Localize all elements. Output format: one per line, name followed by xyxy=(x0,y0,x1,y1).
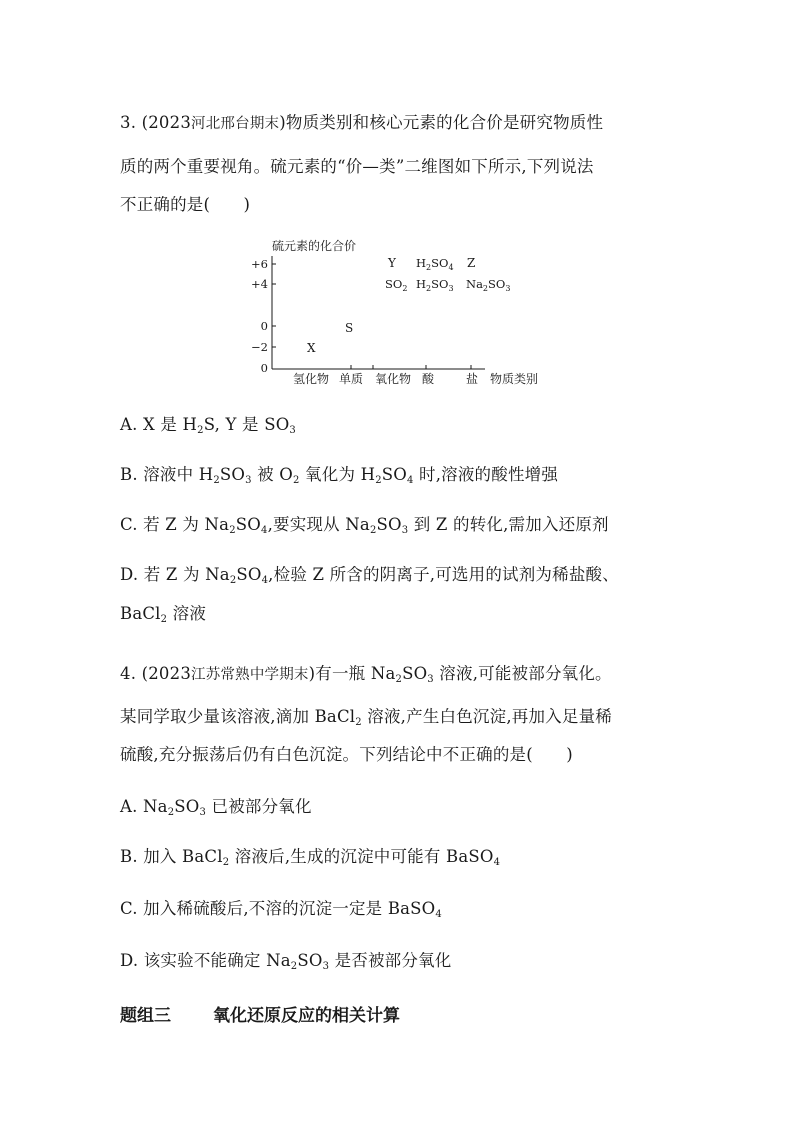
subscript: 3 xyxy=(199,807,207,818)
subscript: 4 xyxy=(435,909,442,920)
text: SO xyxy=(219,465,246,484)
subscript: 2 xyxy=(375,475,382,486)
subscript: 2 xyxy=(229,575,237,586)
q3-stem-line-1 xyxy=(120,112,603,135)
section-title: 氧化还原反应的相关计算 xyxy=(213,1006,400,1026)
ytick-label: 0 xyxy=(260,361,268,375)
q4-stem-line-1 xyxy=(120,663,612,686)
subscript: 3 xyxy=(427,674,434,685)
q4-stem-line-3: 硫酸,充分振荡后仍有白色沉淀。下列结论中不正确的是( ) xyxy=(120,745,573,764)
subscript: 2 xyxy=(213,475,220,486)
text: )有一瓶 Na xyxy=(308,664,396,683)
section-heading xyxy=(120,1001,400,1026)
q4-stem-line-2 xyxy=(120,706,612,728)
xcategory-label: 单质 xyxy=(338,372,364,386)
text: 氧化为 H xyxy=(299,465,376,484)
text: SO xyxy=(174,797,200,816)
q3-number: 3. (2023 xyxy=(120,113,192,132)
ytick-label: +6 xyxy=(251,257,268,271)
text: SO xyxy=(376,515,402,534)
text: 被 O xyxy=(251,465,294,484)
q3-option-d xyxy=(120,564,619,586)
text: 溶液,产生白色沉淀,再加入足量稀 xyxy=(361,707,612,726)
point-H2SO4: $H_2SO_4$ xyxy=(416,256,454,272)
xcategory-label: 盐 xyxy=(465,372,479,386)
subscript: 3 xyxy=(245,475,252,486)
ytick-label: 0 xyxy=(260,319,268,333)
q3-source: 河北邢台期末 xyxy=(191,116,280,132)
text: B. 溶液中 H xyxy=(120,465,214,484)
q3-option-a xyxy=(120,414,296,436)
subscript: 2 xyxy=(369,525,377,536)
q3-option-c xyxy=(120,514,609,536)
text: 是否被部分氧化 xyxy=(329,951,452,970)
subscript: 3 xyxy=(289,425,296,436)
text: B. 加入 BaCl xyxy=(120,847,223,866)
subscript: 3 xyxy=(401,525,409,536)
q3-stem-text: )物质类别和核心元素的化合价是研究物质性 xyxy=(279,113,604,132)
text: 已被部分氧化 xyxy=(206,797,312,816)
subscript: 2 xyxy=(395,674,403,685)
text: S, Y 是 SO xyxy=(203,415,290,434)
q3-option-d-continued xyxy=(120,603,206,625)
text: SO xyxy=(297,951,323,970)
text: 溶液后,生成的沉淀中可能有 BaSO xyxy=(229,847,494,866)
text: C. 若 Z 为 Na xyxy=(120,515,230,534)
ytick-label: +4 xyxy=(251,277,268,291)
point-X: X xyxy=(307,341,316,355)
q3-stem-line-2: 质的两个重要视角。硫元素的“价—类”二维图如下所示,下列说法 xyxy=(120,157,594,176)
q3-option-b xyxy=(120,464,558,486)
subscript: 2 xyxy=(160,614,168,625)
text: D. 该实验不能确定 Na xyxy=(120,951,291,970)
subscript: 2 xyxy=(197,425,204,436)
chart-ylabel: 硫元素的化合价 xyxy=(272,239,357,253)
subscript: 4 xyxy=(407,475,414,486)
subscript: 2 xyxy=(290,961,298,972)
subscript: 2 xyxy=(167,807,175,818)
text: 某同学取少量该溶液,滴加 BaCl xyxy=(120,707,356,726)
subscript: 4 xyxy=(261,525,268,536)
text: D. 若 Z 为 Na xyxy=(120,565,230,584)
text: 到 Z 的转化,需加入还原剂 xyxy=(408,515,609,534)
xcategory-label: 氢化物 xyxy=(292,372,330,386)
text: BaCl xyxy=(120,604,161,623)
point-S: S xyxy=(345,321,354,335)
point-H2SO3: $H_2SO_3$ xyxy=(416,277,454,293)
q4-option-c xyxy=(120,898,442,920)
text: SO xyxy=(381,465,407,484)
section-label: 题组三 xyxy=(120,1006,171,1026)
xcategory-label: 酸 xyxy=(421,372,435,386)
point-Na2SO3: $Na_2SO_3$ xyxy=(466,277,511,293)
text: ,要实现从 Na xyxy=(267,515,370,534)
q4-option-b xyxy=(120,846,500,868)
q4-source: 江苏常熟中学期末 xyxy=(191,667,309,683)
point-Y: Y xyxy=(388,256,396,270)
point-Z: Z xyxy=(467,256,476,270)
ytick-label: −2 xyxy=(251,340,268,354)
point-SO2: $SO_2$ xyxy=(385,277,408,293)
text: 溶液 xyxy=(167,604,207,623)
q4-option-a xyxy=(120,796,312,818)
text: 溶液,可能被部分氧化。 xyxy=(433,664,612,683)
text: A. X 是 H xyxy=(120,415,198,434)
subscript: 2 xyxy=(293,475,300,486)
text: 时,溶液的酸性增强 xyxy=(413,465,559,484)
subscript: 2 xyxy=(355,717,362,728)
q4-number: 4. (2023 xyxy=(120,664,192,683)
valence-class-chart xyxy=(245,236,545,386)
q3-stem-line-3: 不正确的是( ) xyxy=(120,195,251,214)
text: SO xyxy=(402,664,428,683)
text: C. 加入稀硫酸后,不溶的沉淀一定是 BaSO xyxy=(120,899,436,918)
text: A. Na xyxy=(120,797,168,816)
text: SO xyxy=(236,565,262,584)
subscript: 2 xyxy=(222,857,230,868)
xcategory-label: 氧化物 xyxy=(374,372,412,386)
subscript: 2 xyxy=(229,525,236,536)
subscript: 3 xyxy=(322,961,330,972)
text: ,检验 Z 所含的阴离子,可选用的试剂为稀盐酸、 xyxy=(268,565,619,584)
subscript: 4 xyxy=(261,575,269,586)
q4-option-d xyxy=(120,950,451,972)
subscript: 4 xyxy=(493,857,501,868)
chart-xlabel: 物质类别 xyxy=(490,372,539,386)
text: SO xyxy=(235,515,261,534)
